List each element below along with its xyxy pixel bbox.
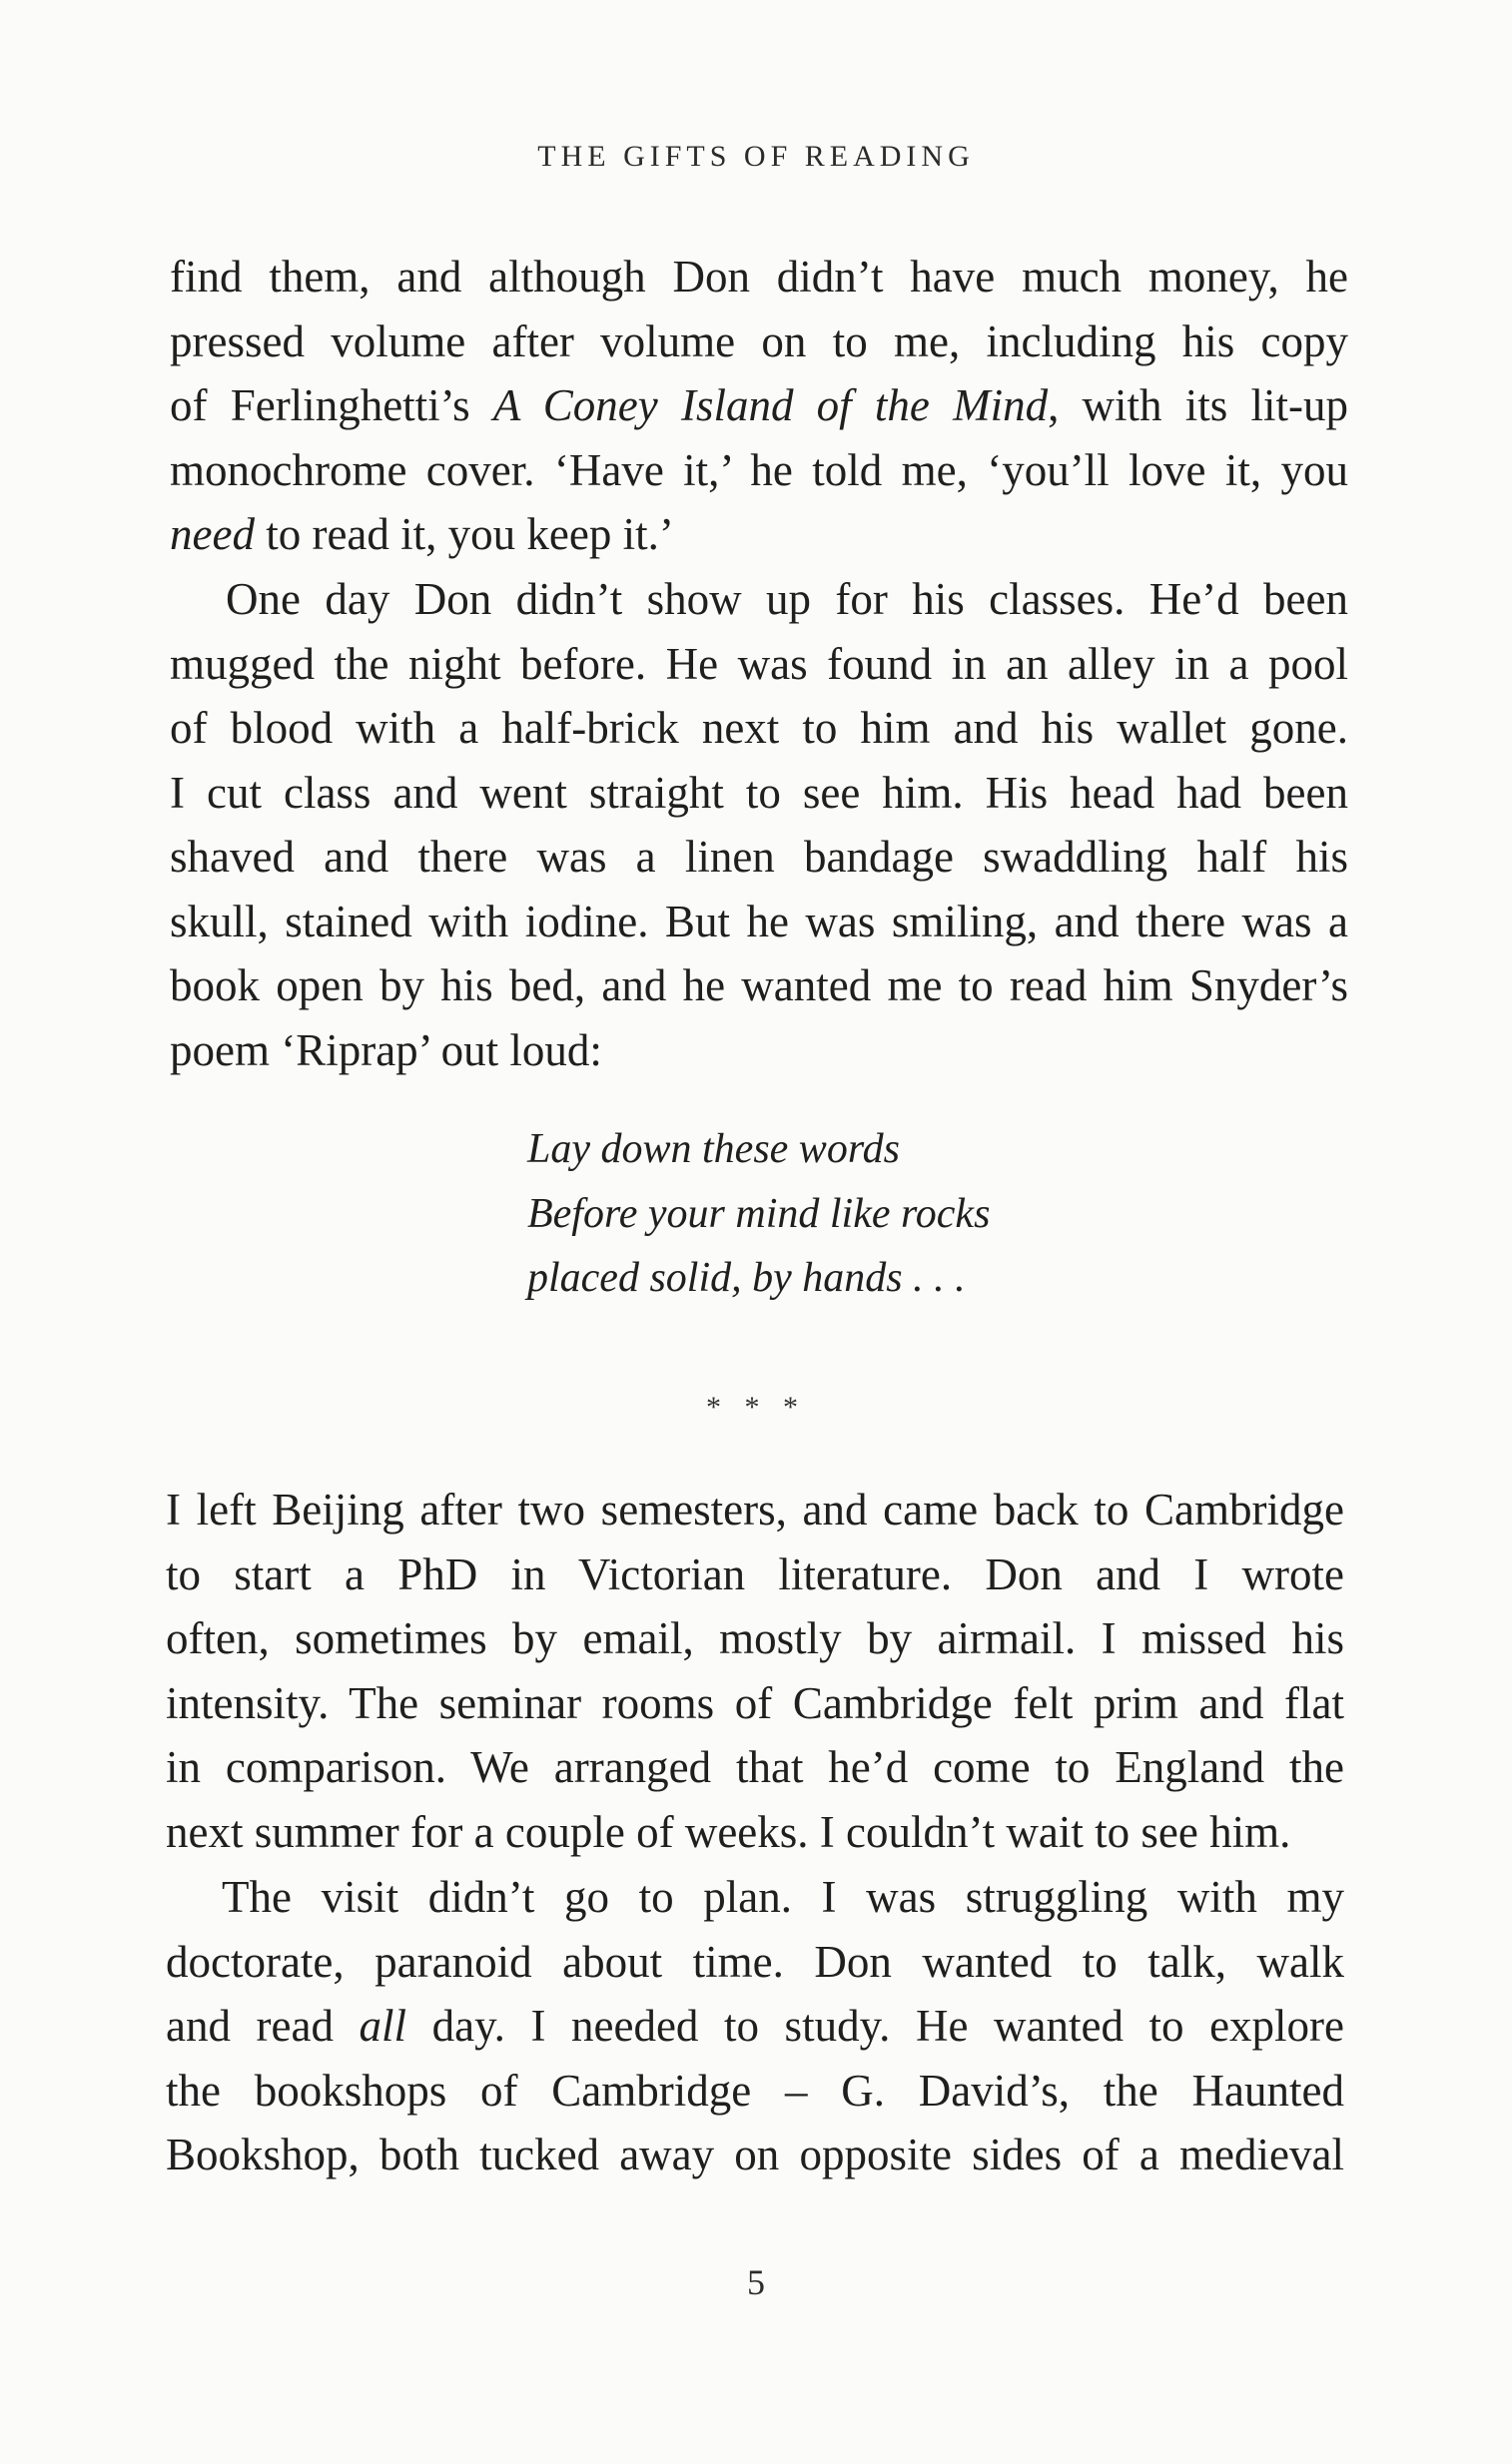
- page-number: 5: [747, 2262, 765, 2302]
- text-fragment: and read: [166, 2001, 360, 2051]
- text-fragment: , with its lit-up: [1048, 380, 1348, 430]
- text-line: I left Beijing after two semesters, and came back to Cambridge: [166, 1485, 1344, 1535]
- text-line: [166, 1994, 1344, 2059]
- text-fragment: to read it, you keep it.’: [266, 509, 674, 559]
- text-line: shaved and there was a linen bandage swaddling half his: [170, 832, 1348, 882]
- text-line: find them, and although Don didn’t have much money, he: [170, 252, 1348, 302]
- poem-quote: [527, 1117, 990, 1311]
- poem-line: Before your mind like rocks: [527, 1190, 991, 1237]
- text-line: doctorate, paranoid about time. Don wanted to talk, walk: [166, 1936, 1344, 1987]
- text-fragment: day. I needed to study. He wanted to explore: [406, 2001, 1345, 2051]
- text-line: of blood with a half-brick next to him and his wallet gone.: [170, 703, 1348, 753]
- paragraph-1: [170, 245, 1348, 567]
- text-line: [170, 502, 1348, 567]
- text-line: monochrome cover. ‘Have it,’ he told me, ‘you’ll love it, you: [170, 444, 1348, 495]
- text-line: often, sometimes by email, mostly by airmail. I missed his: [166, 1613, 1344, 1663]
- paragraph-2: [170, 567, 1348, 1082]
- book-title: A Coney Island of the Mind: [492, 380, 1049, 430]
- text-line: mugged the night before. He was found in an alley in a pool: [170, 638, 1348, 689]
- text-line: next summer for a couple of weeks. I couldn’t wait to see him.: [166, 1806, 1291, 1857]
- text-line: Bookshop, both tucked away on opposite sides of a medieval: [166, 2130, 1344, 2179]
- poem-line: Lay down these words: [527, 1126, 900, 1172]
- text-fragment: of Ferlinghetti’s: [170, 380, 493, 430]
- text-line: book open by his bed, and he wanted me to read him Snyder’s: [170, 960, 1348, 1010]
- running-head: THE GIFTS OF READING: [537, 140, 975, 173]
- emphasis-need: need: [170, 509, 255, 559]
- text-line: One day Don didn’t show up for his classes. He’d been: [226, 574, 1348, 624]
- emphasis-all: all: [359, 2001, 407, 2051]
- section-break: * * *: [706, 1391, 806, 1424]
- text-line: to start a PhD in Victorian literature. Don and I wrote: [166, 1548, 1344, 1599]
- paragraph-3: [166, 1478, 1344, 1864]
- text-line: pressed volume after volume on to me, including his copy: [170, 315, 1348, 366]
- paragraph-4: [166, 1865, 1344, 2187]
- text-line: The visit didn’t go to plan. I was struggling with my: [222, 1872, 1344, 1922]
- text-line: intensity. The seminar rooms of Cambridge felt prim and flat: [166, 1677, 1344, 1728]
- text-line: poem ‘Riprap’ out loud:: [170, 1024, 602, 1075]
- text-line: the bookshops of Cambridge – G. David’s, the Haunted: [166, 2065, 1344, 2116]
- text-line: in comparison. We arranged that he’d come to England the: [166, 1742, 1344, 1792]
- poem-line: placed solid, by hands . . .: [527, 1255, 966, 1301]
- text-line: [170, 373, 1348, 438]
- text-line: skull, stained with iodine. But he was smiling, and there was a: [170, 896, 1348, 946]
- text-line: I cut class and went straight to see him. His head had been: [170, 767, 1348, 818]
